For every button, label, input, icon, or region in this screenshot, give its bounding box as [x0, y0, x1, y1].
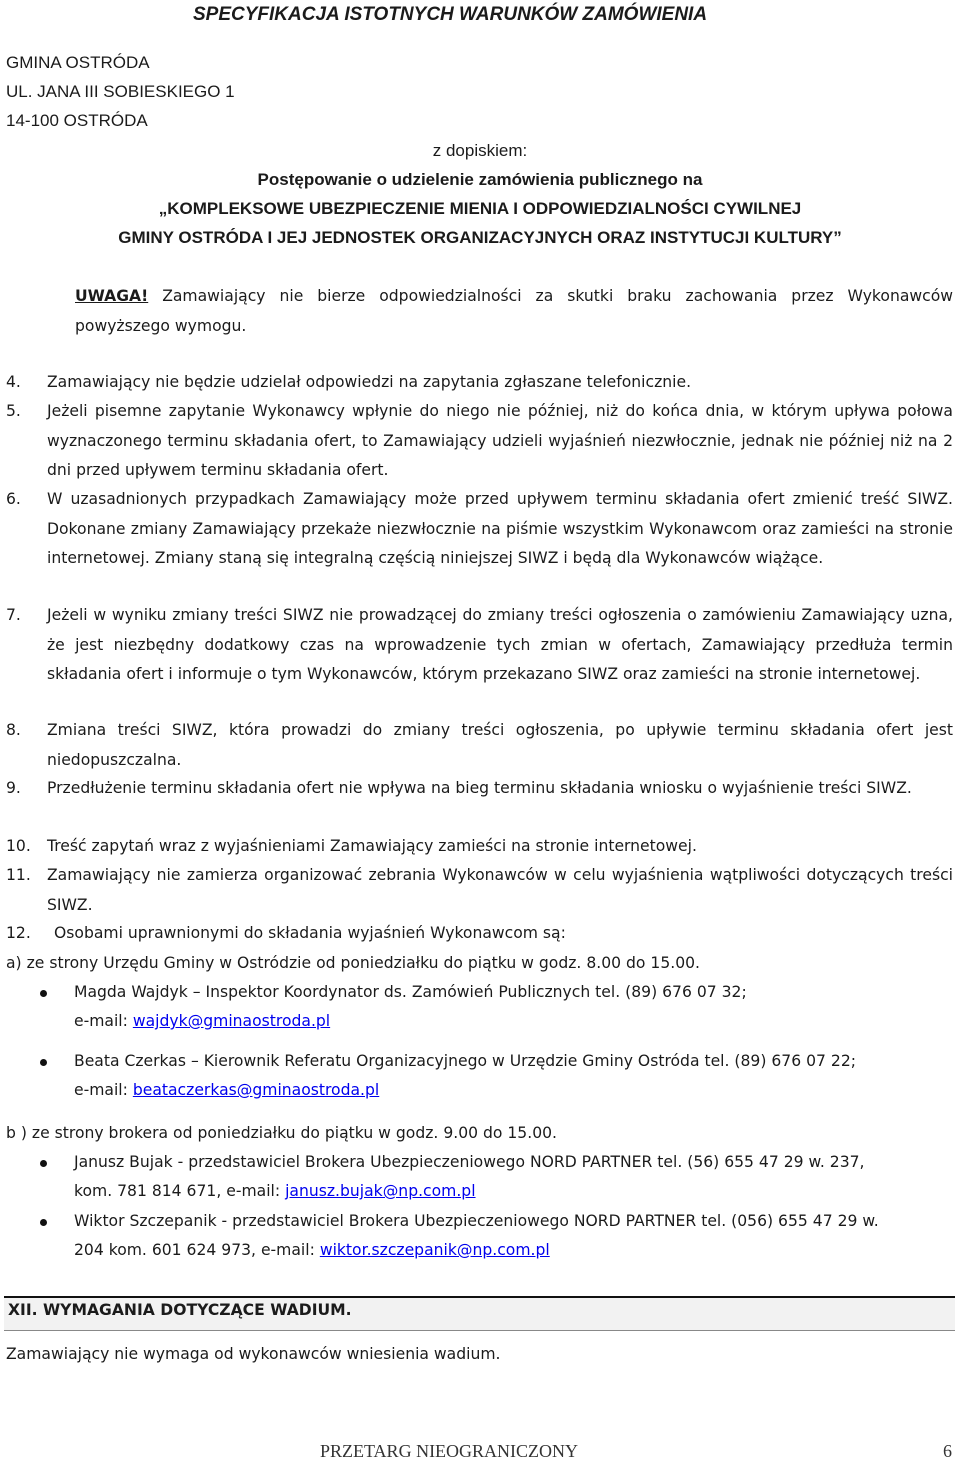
annotation-line-1: Postępowanie o udzielenie zamówienia publicznego na	[257, 170, 703, 189]
email-link[interactable]: wiktor.szczepanik@np.com.pl	[319, 1241, 550, 1259]
contact-email-line	[74, 1182, 476, 1200]
bullet-icon	[40, 1160, 47, 1167]
email-link[interactable]: janusz.bujak@np.com.pl	[285, 1182, 476, 1200]
contact-line-2: kom. 781 814 671, e-mail:	[74, 1182, 286, 1200]
contact-line: Beata Czerkas – Kierownik Referatu Organizacyjnego w Urzędzie Gminy Ostróda tel. (89) 676 07 22;	[74, 1052, 857, 1070]
warning-label: UWAGA!	[75, 287, 149, 305]
document-title: SPECYFIKACJA ISTOTNYCH WARUNKÓW ZAMÓWIENIA	[193, 4, 708, 25]
warning-paragraph	[75, 282, 953, 341]
contact-email-line	[74, 1241, 550, 1259]
item-text: Zamawiający nie zamierza organizować zebrania Wykonawców w celu wyjaśnienia wątpliwości dotyczących treści SIWZ.	[47, 866, 953, 914]
email-label: e-mail:	[74, 1081, 133, 1099]
item-text: Przedłużenie terminu składania ofert nie wpływa na bieg terminu składania wniosku o wyjaśnienie treści SIWZ.	[47, 779, 912, 797]
item-number: 12.	[6, 924, 31, 942]
address-line-1: GMINA OSTRÓDA	[6, 53, 150, 72]
item-text: W uzasadnionych przypadkach Zamawiający może przed upływem terminu składania ofert zmienić treść SIWZ. Dokonane zmiany Zamawiający przekaże niezwłocznie na piśmie wszystkim Wykonawcom oraz zamieści na stronie internetowej. Zmiany staną się integralną częścią niniejszej SIWZ i będą dla Wykonawców wiążące.	[47, 490, 953, 567]
item-number: 4.	[6, 373, 21, 391]
item-number: 10.	[6, 837, 31, 855]
item-text: Osobami uprawnionymi do składania wyjaśnień Wykonawcom są:	[54, 924, 566, 942]
contact-email-line	[74, 1012, 330, 1030]
item-number: 7.	[6, 606, 21, 624]
address-line-2: UL. JANA III SOBIESKIEGO 1	[6, 82, 235, 101]
item-text: Zamawiający nie będzie udzielał odpowiedzi na zapytania zgłaszane telefonicznie.	[47, 373, 692, 391]
contact-email-line	[74, 1081, 379, 1099]
contact-line: Janusz Bujak - przedstawiciel Brokera Ubezpieczeniowego NORD PARTNER tel. (56) 655 47 29 w. 237,	[74, 1153, 865, 1171]
item-number: 11.	[6, 866, 31, 884]
item-text: Treść zapytań wraz z wyjaśnieniami Zamawiający zamieści na stronie internetowej.	[47, 837, 697, 855]
item-number: 9.	[6, 779, 21, 797]
bullet-icon	[40, 990, 47, 997]
contact-line-2: 204 kom. 601 624 973, e-mail:	[74, 1241, 320, 1259]
address-line-3: 14-100 OSTRÓDA	[6, 111, 148, 130]
contacts-a-heading: a) ze strony Urzędu Gminy w Ostródzie od poniedziałku do piątku w godz. 8.00 do 15.00.	[6, 954, 701, 972]
annotation-line-2: „KOMPLEKSOWE UBEZPIECZENIE MIENIA I ODPOWIEDZIALNOŚCI CYWILNEJ	[158, 199, 802, 218]
bullet-icon	[40, 1219, 47, 1226]
section-text: Zamawiający nie wymaga od wykonawców wniesienia wadium.	[6, 1345, 501, 1363]
email-label: e-mail:	[74, 1012, 133, 1030]
contact-line: Magda Wajdyk – Inspektor Koordynator ds. Zamówień Publicznych tel. (89) 676 07 32;	[74, 983, 747, 1001]
annotation-line-3: GMINY OSTRÓDA I JEJ JEDNOSTEK ORGANIZACYJNYCH ORAZ INSTYTUCJI KULTURY”	[118, 228, 842, 247]
item-text: Zmiana treści SIWZ, która prowadzi do zmiany treści ogłoszenia, po upływie terminu składania ofert jest niedopuszczalna.	[47, 721, 953, 769]
annotation-label: z dopiskiem:	[432, 141, 528, 160]
footer-label: PRZETARG NIEOGRANICZONY	[320, 1441, 579, 1461]
email-link[interactable]: wajdyk@gminaostroda.pl	[132, 1012, 331, 1030]
item-number: 8.	[6, 721, 21, 739]
item-number: 5.	[6, 402, 21, 420]
item-text: Jeżeli w wyniku zmiany treści SIWZ nie prowadzącej do zmiany treści ogłoszenia o zamówieniu Zamawiający uzna, że jest niezbędny dodatkowy czas na wprowadzenie tych zmian w ofertach, Zamawiający przedłuża termin składania ofert i informuje o tym Wykonawców, którym przekazano SIWZ oraz zamieści na stronie internetowej.	[47, 606, 953, 683]
email-link[interactable]: beataczerkas@gminaostroda.pl	[132, 1081, 380, 1099]
bullet-icon	[40, 1059, 47, 1066]
warning-text: Zamawiający nie bierze odpowiedzialności za skutki braku zachowania przez Wykonawców powyższego wymogu.	[75, 287, 953, 335]
page-number: 6	[943, 1441, 952, 1461]
section-title: XII. WYMAGANIA DOTYCZĄCE WADIUM.	[8, 1301, 352, 1319]
item-number: 6.	[6, 490, 21, 508]
contacts-b-heading: b ) ze strony brokera od poniedziałku do piątku w godz. 9.00 do 15.00.	[6, 1124, 557, 1142]
contact-line: Wiktor Szczepanik - przedstawiciel Brokera Ubezpieczeniowego NORD PARTNER tel. (056) 655 47 29 w.	[74, 1212, 879, 1230]
item-text: Jeżeli pisemne zapytanie Wykonawcy wpłynie do niego nie później, niż do końca dnia, w którym upływa połowa wyznaczonego terminu składania ofert, to Zamawiający udzieli wyjaśnień niezwłocznie, jednak nie później niż na 2 dni przed upływem terminu składania ofert.	[47, 402, 953, 479]
